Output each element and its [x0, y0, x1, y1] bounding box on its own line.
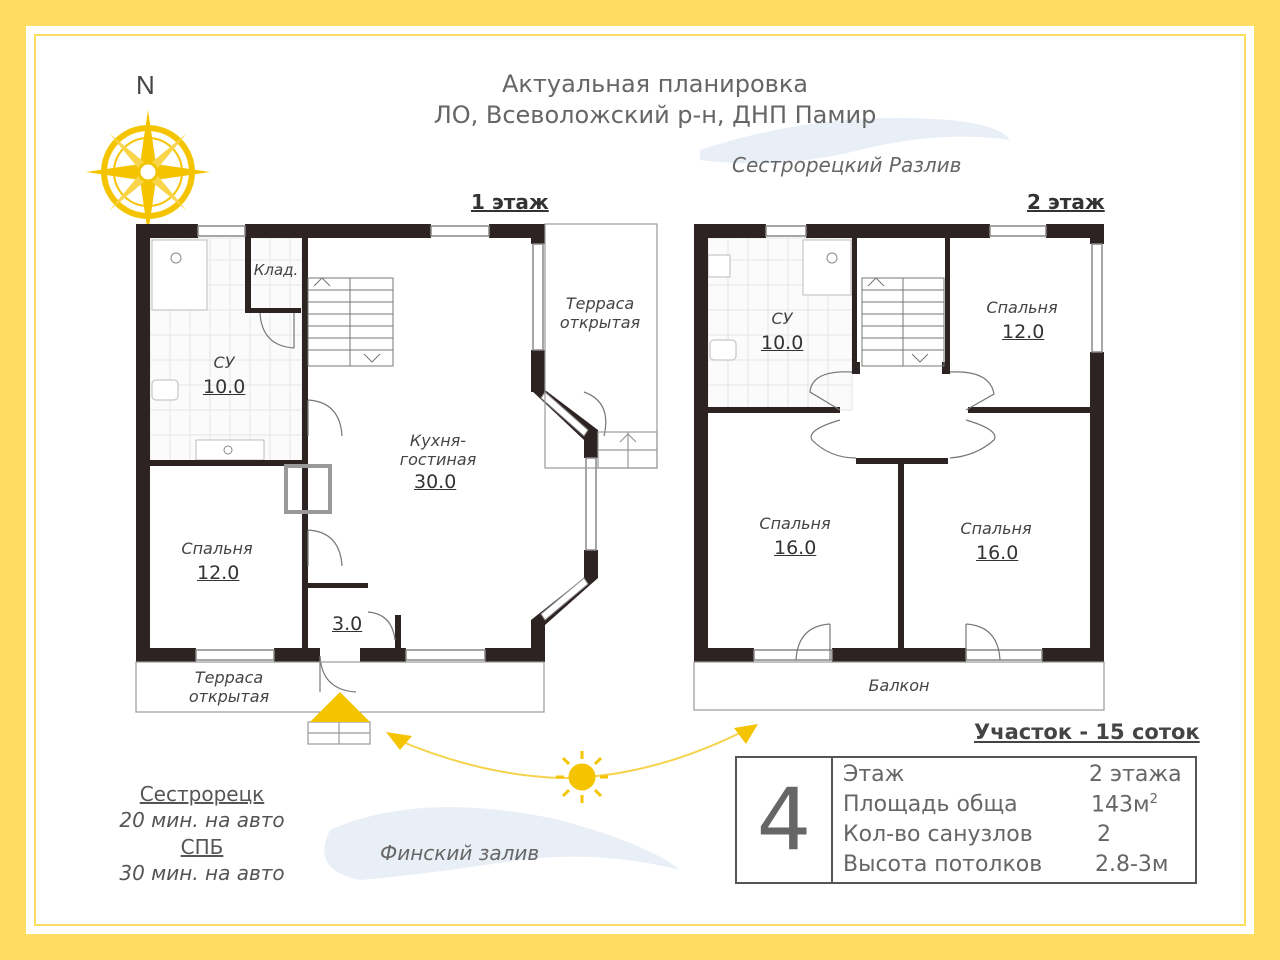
info-area-value-wrap: [1091, 792, 1158, 817]
floor1-kitchen-name2: гостиная: [399, 450, 477, 469]
floor2-balcony-name: Балкон: [868, 676, 930, 695]
floor2-bath-area: 10.0: [761, 332, 804, 354]
floor1-terrace-bottom-name2: открытая: [188, 687, 270, 706]
place-finsky-zaliv: Финский залив: [380, 841, 540, 865]
floor2-label: 2 этаж: [1027, 190, 1105, 214]
floor1-bedroom-name: Спальня: [181, 539, 253, 558]
sun-icon: [556, 751, 608, 803]
floor2-bedroom-ne-name: Спальня: [986, 298, 1058, 317]
floor1-label: 1 этаж: [471, 190, 549, 214]
travel-city1: Сестрорецк: [139, 782, 265, 806]
floor1-hall-area: 3.0: [332, 613, 363, 635]
info-area-label: Площадь обща: [843, 792, 1018, 817]
info-floors-value: 2 этажа: [1089, 762, 1182, 787]
info-ceiling-value: 2.8-3м: [1095, 852, 1169, 877]
compass-rose-icon: [86, 110, 210, 234]
floor1-kitchen-name1: Кухня-: [409, 431, 467, 450]
place-sestroretsky-razliv: Сестрорецкий Разлив: [732, 153, 962, 177]
info-floors-label: Этаж: [843, 762, 905, 787]
floor1-bedroom-area: 12.0: [197, 562, 240, 584]
page-title-line2: ЛО, Всеволожский р-н, ДНП Памир: [433, 101, 877, 129]
floor1-terrace-right-name2: открытая: [559, 313, 641, 332]
page-title-line1: Актуальная планировка: [501, 70, 809, 98]
floor1-bath-name: СУ: [213, 353, 235, 372]
floor2-bedroom-se-area: 16.0: [976, 542, 1019, 564]
floor1-storage-name: Клад.: [253, 261, 299, 279]
info-bathrooms-label: Кол-во санузлов: [843, 822, 1033, 847]
compass-north-label: N: [136, 70, 155, 100]
floor1-kitchen-area: 30.0: [414, 471, 457, 493]
info-bathrooms-value: 2: [1097, 822, 1111, 847]
floor1-bath-area: 10.0: [203, 376, 246, 398]
floor2-bedroom-ne-area: 12.0: [1002, 321, 1045, 343]
plot-label: Участок - 15 соток: [974, 720, 1200, 744]
info-table: [735, 756, 1197, 884]
house-number: 4: [737, 758, 833, 882]
entrance-arrow-icon: [310, 692, 370, 722]
info-area-sup: 2: [1149, 792, 1158, 807]
floor1-terrace-right-name1: Терраса: [565, 294, 635, 313]
sun-arrow-left-icon: [386, 732, 412, 750]
floor2-plan: [694, 224, 1104, 710]
floor2-bedroom-sw-name: Спальня: [759, 514, 831, 533]
info-ceiling-label: Высота потолков: [843, 852, 1043, 877]
travel-time2: 30 мин. на авто: [119, 861, 285, 885]
floor2-bath-name: СУ: [771, 309, 793, 328]
info-area-value: 143м: [1091, 792, 1150, 818]
floor1-terrace-bottom-name1: Терраса: [194, 668, 264, 687]
floor2-bedroom-sw-area: 16.0: [774, 537, 817, 559]
floor2-bedroom-se-name: Спальня: [960, 519, 1032, 538]
travel-city2: СПБ: [180, 835, 224, 859]
travel-time1: 20 мин. на авто: [119, 808, 285, 832]
